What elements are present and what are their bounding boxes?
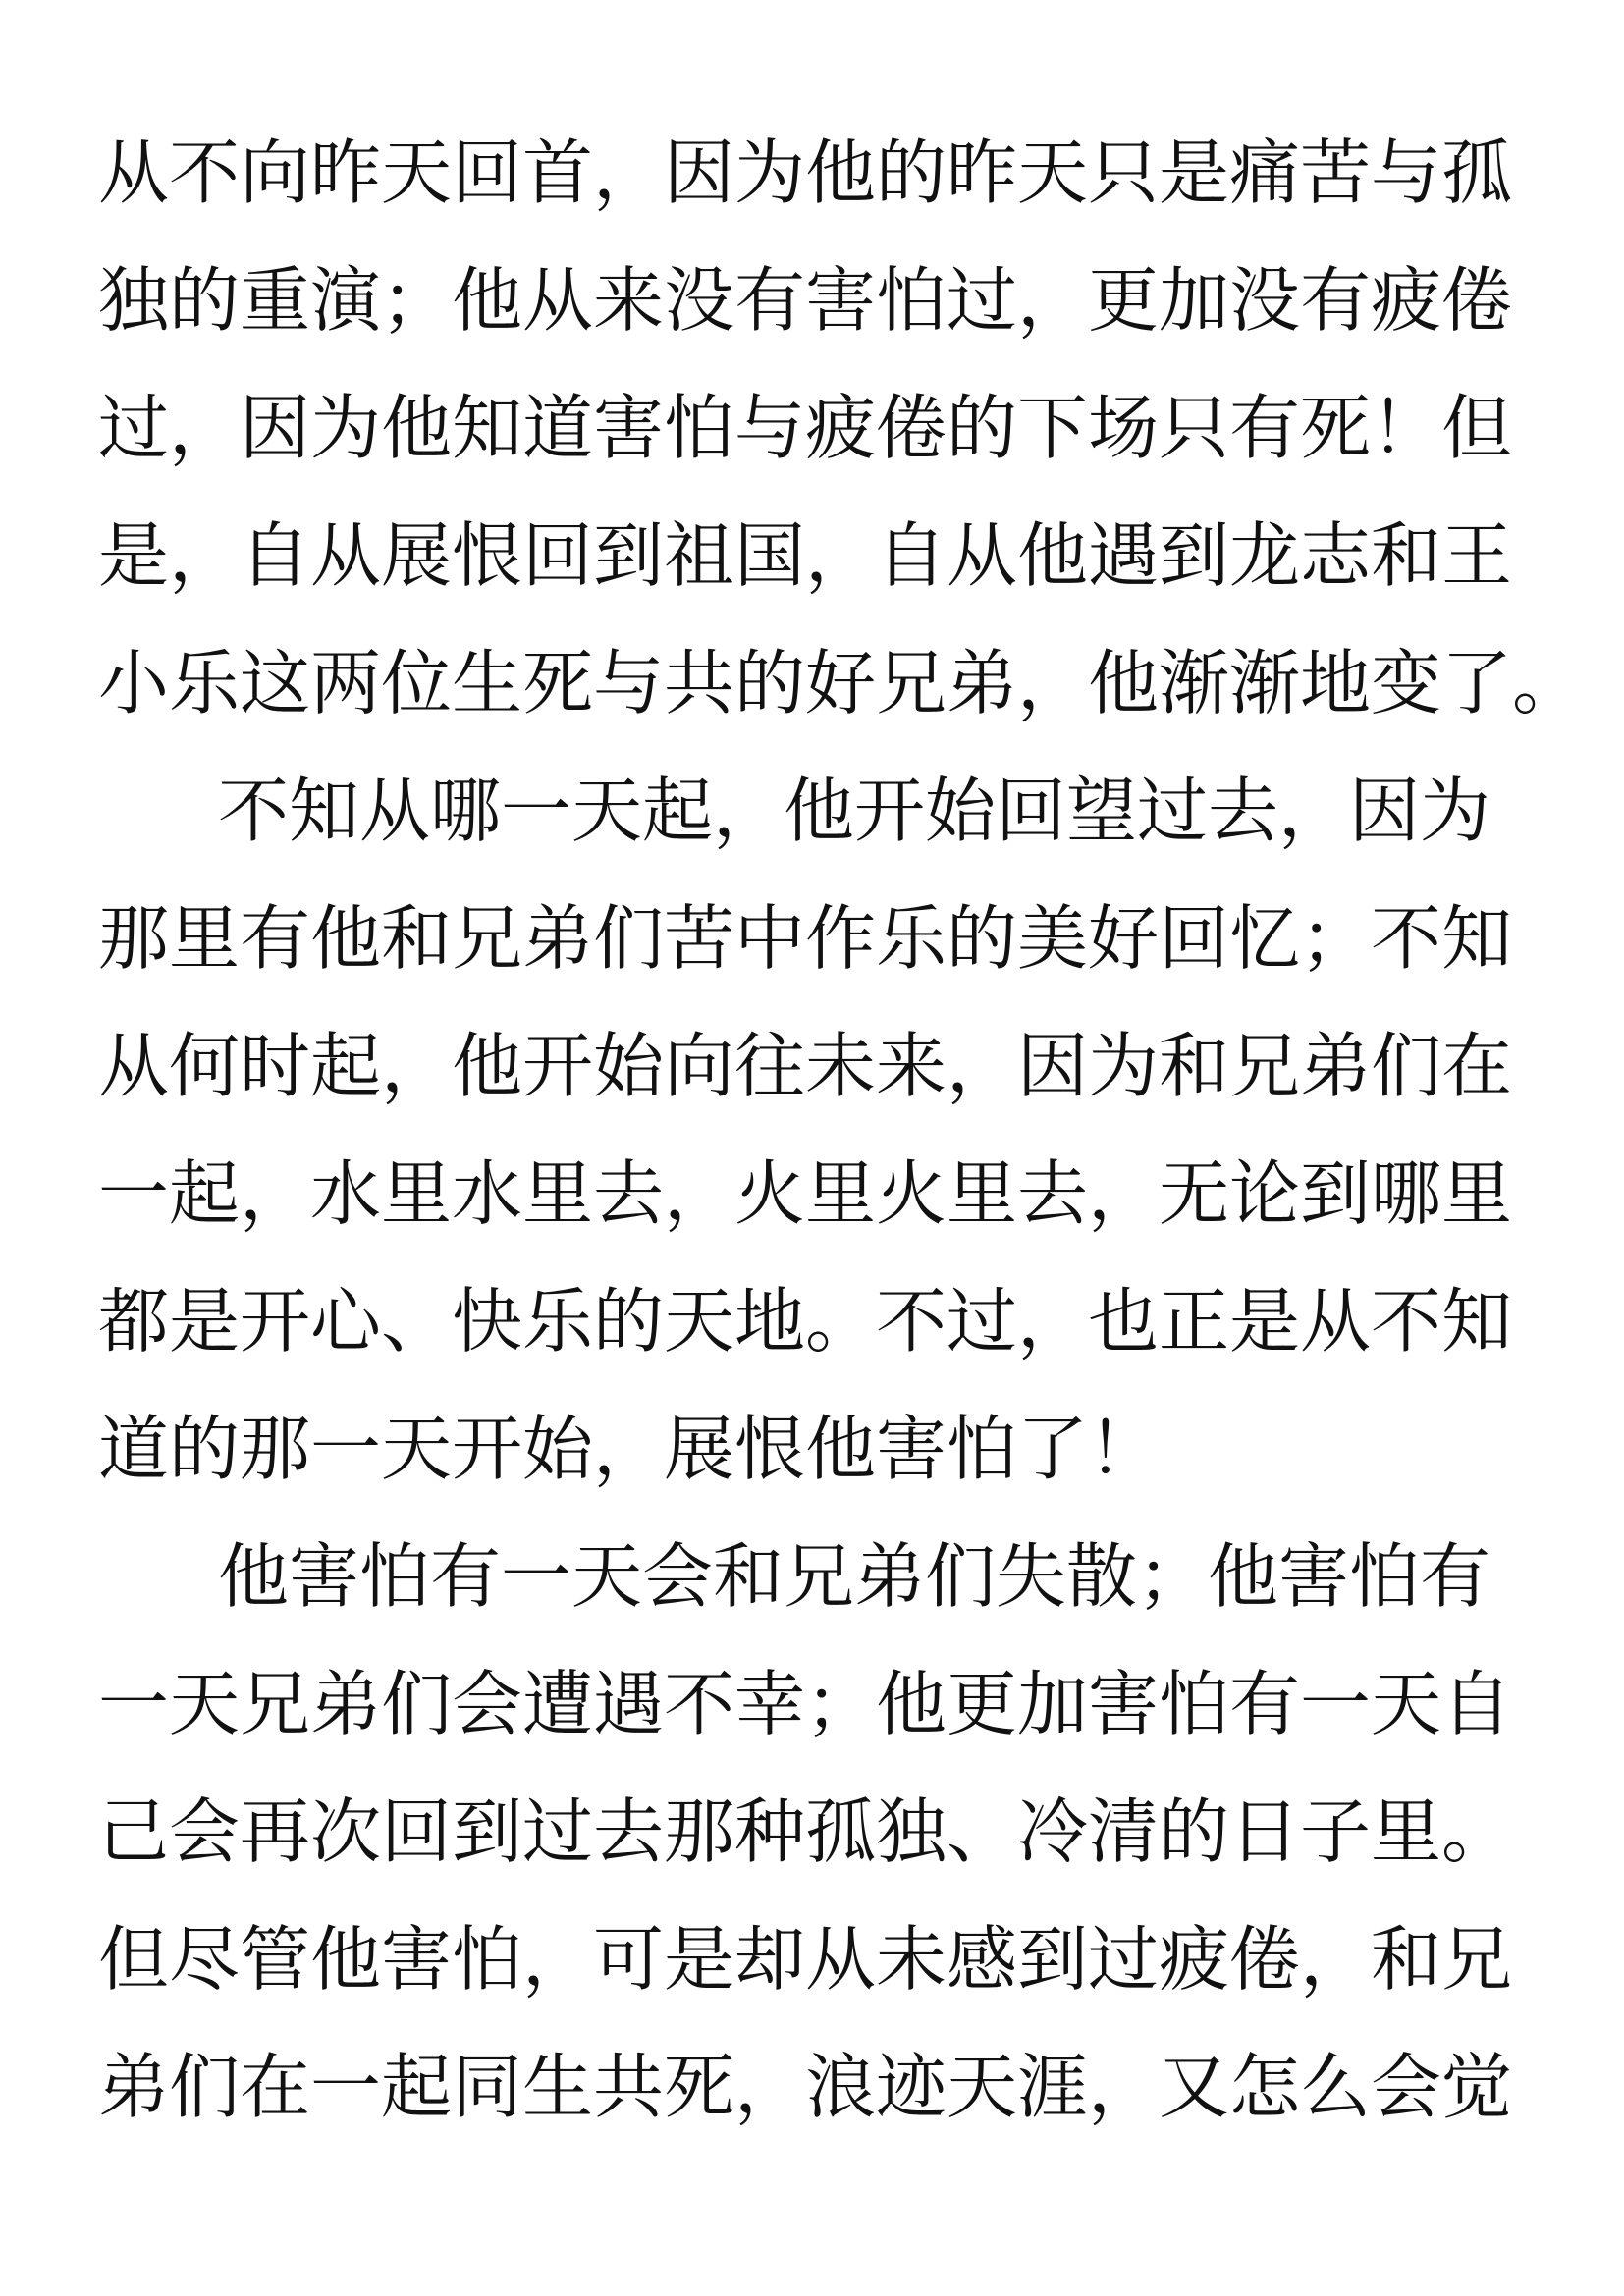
text-line: 独的重演；他从来没有害怕过，更加没有疲倦 — [98, 259, 1513, 342]
text-line: 过，因为他知道害怕与疲倦的下场只有死！但 — [98, 387, 1513, 469]
text-line: 弟们在一起同生共死，浪迹天涯，又怎么会觉 — [98, 2046, 1513, 2128]
text-line: 从不向昨天回首，因为他的昨天只是痛苦与孤 — [98, 132, 1513, 214]
paragraph-first-line: 不知从哪一天起，他开始回望过去，因为 — [218, 770, 1491, 852]
text-line: 道的那一天开始，展恨他害怕了！ — [98, 1408, 1160, 1490]
text-line: 小乐这两位生死与共的好兄弟，他渐渐地变了。 — [98, 642, 1584, 724]
text-line: 己会再次回到过去那种孤独、冷清的日子里。 — [98, 1790, 1513, 1873]
text-line: 从何时起，他开始向往未来，因为和兄弟们在 — [98, 1025, 1513, 1107]
text-line: 一起，水里水里去，火里火里去，无论到哪里 — [98, 1152, 1513, 1235]
text-line: 但尽管他害怕，可是却从未感到过疲倦，和兄 — [98, 1918, 1513, 2001]
text-line: 一天兄弟们会遭遇不幸；他更加害怕有一天自 — [98, 1663, 1513, 1745]
text-line: 都是开心、快乐的天地。不过，也正是从不知 — [98, 1280, 1513, 1362]
text-line: 那里有他和兄弟们苦中作乐的美好回忆；不知 — [98, 897, 1513, 980]
text-line: 是，自从展恨回到祖国，自从他遇到龙志和王 — [98, 514, 1513, 597]
paragraph-first-line: 他害怕有一天会和兄弟们失散；他害怕有 — [218, 1535, 1491, 1618]
